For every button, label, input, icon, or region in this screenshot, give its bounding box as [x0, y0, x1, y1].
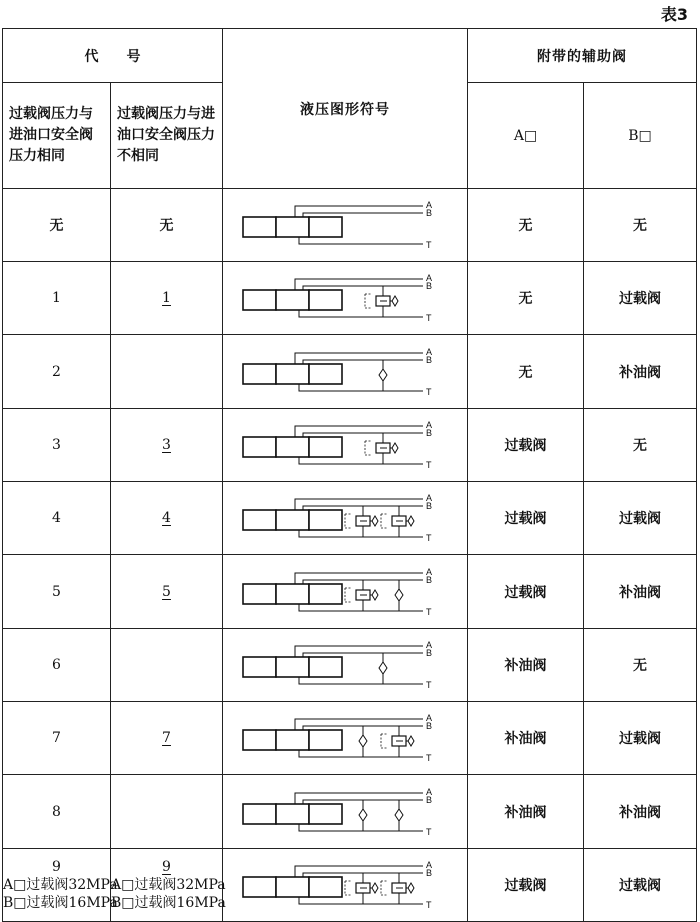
hydraulic-symbol — [235, 784, 455, 840]
symbol-cell — [223, 262, 468, 335]
hydraulic-symbol — [235, 270, 455, 326]
spool-block — [276, 730, 309, 750]
check-valve-icon — [372, 883, 378, 893]
spool-block — [309, 804, 342, 824]
aux-b: 无 — [584, 629, 697, 702]
code-same: 9 — [52, 859, 61, 875]
port-label-t: T — [426, 533, 432, 543]
port-label-a: A — [426, 346, 433, 357]
code-same: 3 — [3, 409, 111, 482]
code-same: 5 — [3, 555, 111, 629]
aux-b: 补油阀 — [584, 335, 697, 409]
spool-block — [309, 730, 342, 750]
code-same-note — [3, 849, 118, 922]
check-valve-icon — [408, 736, 414, 746]
port-label-t: T — [426, 680, 432, 690]
aux-a: 无 — [468, 262, 584, 335]
code-same: 6 — [3, 629, 111, 702]
aux-a: 补油阀 — [468, 629, 584, 702]
spool-block — [276, 510, 309, 530]
port-label-b: B — [426, 574, 433, 585]
hydraulic-symbol — [235, 197, 455, 253]
pilot-line — [381, 734, 387, 748]
symbol-cell — [223, 555, 468, 629]
table-row — [3, 702, 697, 775]
aux-b: 无 — [584, 409, 697, 482]
spool-block — [276, 364, 309, 384]
port-t-line — [299, 604, 423, 611]
port-label-a: A — [426, 713, 433, 723]
code-same: 1 — [3, 262, 111, 335]
port-label-t: T — [426, 240, 432, 250]
code-diff: 3 — [111, 409, 223, 482]
spool-block — [309, 510, 342, 530]
spool-block — [309, 877, 342, 897]
port-label-a: A — [426, 420, 433, 430]
spool-block — [276, 877, 309, 897]
spool-block — [243, 510, 276, 530]
spool-block — [309, 657, 342, 677]
code-same: 4 — [3, 482, 111, 555]
aux-a: 无 — [468, 189, 584, 262]
port-t-line — [299, 677, 423, 684]
aux-b: 补油阀 — [584, 555, 697, 629]
pilot-line — [381, 514, 387, 528]
aux-a: 过载阀 — [468, 409, 584, 482]
port-t-line — [299, 530, 423, 537]
aux-a: 过载阀 — [468, 482, 584, 555]
header-aux-valves: 附带的辅助阀 — [468, 29, 697, 83]
port-t-line — [299, 384, 423, 391]
note-a: A□过载阀32MPa — [3, 877, 118, 893]
aux-a: 补油阀 — [468, 775, 584, 849]
aux-a: 补油阀 — [468, 702, 584, 775]
port-a-line — [295, 279, 423, 290]
spool-block — [243, 730, 276, 750]
port-label-b: B — [426, 868, 433, 878]
port-label-b: B — [426, 721, 433, 731]
symbol-cell — [223, 482, 468, 555]
pilot-line — [365, 294, 371, 308]
port-a-line — [295, 646, 423, 657]
code-diff: 无 — [111, 189, 223, 262]
symbol-cell — [223, 702, 468, 775]
note-b: B□过载阀16MPa — [111, 895, 226, 911]
symbol-cell — [223, 409, 468, 482]
aux-a: 过载阀 — [468, 555, 584, 629]
symbol-cell — [223, 629, 468, 702]
port-label-a: A — [426, 566, 433, 577]
pilot-line — [381, 881, 387, 895]
code-diff — [111, 775, 223, 849]
spool-block — [276, 657, 309, 677]
hydraulic-symbol — [235, 857, 455, 913]
symbol-cell — [223, 189, 468, 262]
code-diff — [111, 629, 223, 702]
aux-b: 过载阀 — [584, 702, 697, 775]
port-label-a: A — [426, 200, 433, 210]
aux-a: 无 — [468, 335, 584, 409]
header-port-a: A□ — [468, 83, 584, 189]
header-code: 代号 — [3, 29, 223, 83]
check-valve-icon — [379, 369, 387, 381]
port-label-t: T — [426, 386, 432, 397]
table-row — [3, 775, 697, 849]
symbol-cell — [223, 335, 468, 409]
aux-b: 补油阀 — [584, 775, 697, 849]
table-row — [3, 262, 697, 335]
header-diff-pressure: 过载阀压力与进油口安全阀压力不相同 — [111, 83, 223, 189]
code-same: 7 — [3, 702, 111, 775]
pilot-line — [345, 588, 351, 602]
spool-block — [276, 217, 309, 237]
port-a-line — [295, 353, 423, 364]
check-valve-icon — [395, 809, 403, 821]
hydraulic-symbol — [235, 564, 455, 620]
header-symbol: 液压图形符号 — [223, 29, 468, 189]
port-a-line — [295, 573, 423, 584]
spool-block — [309, 364, 342, 384]
check-valve-icon — [372, 590, 378, 600]
port-label-b: B — [426, 794, 433, 805]
pilot-line — [365, 441, 371, 455]
symbol-cell — [223, 775, 468, 849]
aux-a: 过载阀 — [468, 849, 584, 922]
hydraulic-symbol — [235, 417, 455, 473]
hydraulic-symbol — [235, 490, 455, 546]
port-label-a: A — [426, 860, 433, 870]
port-a-line — [295, 719, 423, 730]
hydraulic-symbol — [235, 344, 455, 400]
port-t-line — [299, 237, 423, 244]
check-valve-icon — [392, 443, 398, 453]
port-label-a: A — [426, 273, 433, 283]
spool-block — [243, 290, 276, 310]
code-diff: 5 — [111, 555, 223, 629]
spool-block — [243, 584, 276, 604]
hydraulic-symbol — [235, 637, 455, 693]
port-label-t: T — [426, 753, 432, 763]
code-diff-note — [111, 849, 226, 922]
port-a-line — [295, 866, 423, 877]
aux-b: 过载阀 — [584, 849, 697, 922]
table-row — [3, 849, 697, 922]
code-same: 2 — [3, 335, 111, 409]
port-label-b: B — [426, 208, 433, 218]
check-valve-icon — [372, 516, 378, 526]
code-diff: 4 — [111, 482, 223, 555]
spec-table — [2, 28, 697, 922]
code-diff: 9 — [162, 859, 171, 875]
port-label-t: T — [426, 900, 432, 910]
code-diff — [111, 335, 223, 409]
code-same: 无 — [3, 189, 111, 262]
spool-block — [243, 364, 276, 384]
spool-block — [309, 290, 342, 310]
check-valve-icon — [359, 735, 367, 747]
port-label-a: A — [426, 493, 433, 503]
port-t-line — [299, 824, 423, 831]
pilot-line — [345, 881, 351, 895]
port-label-t: T — [426, 826, 432, 837]
port-label-t: T — [426, 460, 432, 470]
check-valve-icon — [392, 296, 398, 306]
pilot-line — [345, 514, 351, 528]
aux-b: 过载阀 — [584, 482, 697, 555]
check-valve-icon — [395, 589, 403, 601]
port-t-line — [299, 897, 423, 904]
check-valve-icon — [408, 883, 414, 893]
port-a-line — [295, 426, 423, 437]
code-diff: 7 — [111, 702, 223, 775]
port-t-line — [299, 750, 423, 757]
table-row — [3, 409, 697, 482]
code-same: 8 — [3, 775, 111, 849]
port-label-b: B — [426, 428, 433, 438]
port-label-t: T — [426, 606, 432, 617]
note-a: A□过载阀32MPa — [111, 877, 226, 893]
aux-b: 过载阀 — [584, 262, 697, 335]
table-row — [3, 555, 697, 629]
table-row — [3, 189, 697, 262]
spool-block — [276, 290, 309, 310]
hydraulic-symbol — [235, 710, 455, 766]
port-label-t: T — [426, 313, 432, 323]
port-label-b: B — [426, 648, 433, 658]
port-t-line — [299, 457, 423, 464]
port-label-a: A — [426, 786, 433, 797]
port-a-line — [295, 499, 423, 510]
spool-block — [276, 804, 309, 824]
table-row — [3, 629, 697, 702]
spool-block — [243, 217, 276, 237]
symbol-cell — [223, 849, 468, 922]
table-row — [3, 335, 697, 409]
note-b: B□过载阀16MPa — [3, 895, 118, 911]
table-label: 表3 — [660, 5, 688, 24]
spool-block — [309, 584, 342, 604]
spool-block — [276, 437, 309, 457]
port-t-line — [299, 310, 423, 317]
port-label-b: B — [426, 501, 433, 511]
aux-b: 无 — [584, 189, 697, 262]
spool-block — [309, 217, 342, 237]
port-label-a: A — [426, 640, 433, 650]
header-same-pressure: 过载阀压力与进油口安全阀压力相同 — [3, 83, 111, 189]
port-label-b: B — [426, 281, 433, 291]
port-label-b: B — [426, 354, 433, 365]
check-valve-icon — [379, 662, 387, 674]
code-diff: 1 — [111, 262, 223, 335]
table-row — [3, 482, 697, 555]
spool-block — [243, 804, 276, 824]
spool-block — [243, 877, 276, 897]
check-valve-icon — [359, 809, 367, 821]
header-port-b: B□ — [584, 83, 697, 189]
port-a-line — [295, 206, 423, 217]
spool-block — [243, 437, 276, 457]
check-valve-icon — [408, 516, 414, 526]
spool-block — [243, 657, 276, 677]
port-a-line — [295, 793, 423, 804]
spool-block — [276, 584, 309, 604]
spool-block — [309, 437, 342, 457]
